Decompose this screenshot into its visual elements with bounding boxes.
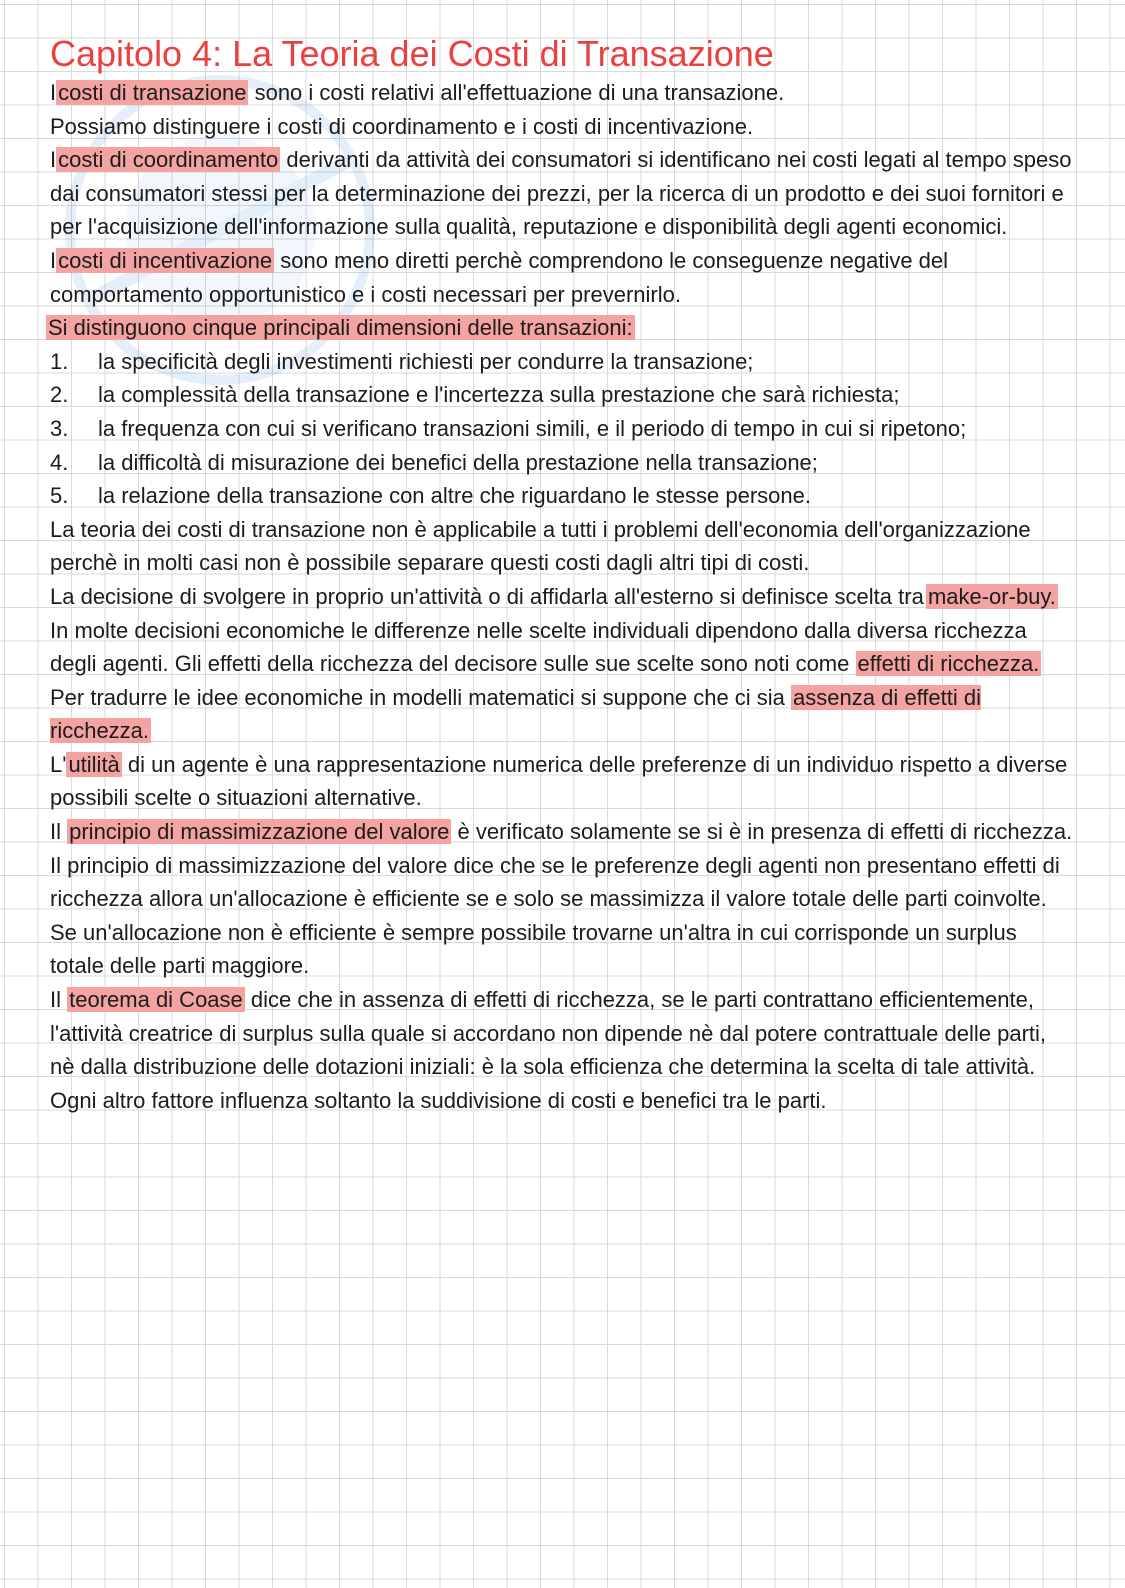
highlight-term: Si distinguono cinque principali dimensioni delle transazioni: — [48, 315, 633, 341]
paragraph-wealth-effects — [50, 614, 1075, 681]
paragraph-no-wealth-effects — [50, 681, 1075, 748]
highlight-term: principio di massimizzazione del valore — [69, 819, 450, 845]
text: sono i costi relativi all'effettuazione di una transazione. — [254, 80, 785, 105]
list-item — [50, 412, 1075, 446]
text: Il — [50, 987, 61, 1013]
list-text: la relazione della transazione con altre che riguardano le stesse persone. — [98, 483, 811, 509]
text: derivanti da attività dei consumatori si identificano nei costi legati al tempo speso dai consumatori stessi per la determinazione dei prezzi, per la ricerca di un prodotto e dei suoi fornitori e per l'acquisizione dell'informazione sulla qualità, reputazione e disponibilità degli agenti economici. — [50, 147, 1072, 240]
chapter-title: Capitolo 4: La Teoria dei Costi di Transazione — [50, 33, 774, 74]
text: è verificato solamente se si è in presenza di effetti di ricchezza. — [457, 819, 1073, 845]
paragraph-efficiency: Se un'allocazione non è efficiente è sempre possibile trovarne un'altra in cui corrisponde un surplus totale delle parti maggiore. — [50, 919, 1017, 979]
paragraph-dimensions-intro — [50, 311, 1075, 345]
text: In molte decisioni economiche le differenze nelle scelte individuali dipendono dalla diversa ricchezza degli agenti. Gli effetti della ricchezza del decisore sulle sue scelte sono noti come — [50, 617, 1027, 677]
highlight-term: costi di coordinamento — [58, 147, 279, 173]
paragraph-coase-theorem — [50, 983, 1075, 1117]
text: Il — [50, 819, 61, 845]
list-text: la difficoltà di misurazione dei benefici della prestazione nella transazione; — [98, 449, 818, 475]
highlight-term: make-or-buy. — [927, 583, 1056, 609]
highlight-term: teorema di Coase — [69, 987, 243, 1013]
highlight-term: costi di transazione — [58, 80, 247, 105]
text: L' — [50, 751, 67, 777]
list-text: la complessità della transazione e l'incertezza sulla prestazione che sarà richiesta; — [98, 382, 900, 408]
highlight-term: assenza di effetti di ricchezza. — [50, 684, 981, 744]
list-number: 1. — [50, 348, 69, 374]
paragraph-transaction-costs — [50, 76, 1075, 110]
list-number: 5. — [50, 483, 69, 509]
text: di un agente è una rappresentazione numerica delle preferenze di un individuo rispetto a diverse possibili scelte o situazioni alternative. — [50, 751, 1068, 811]
list-number: 3. — [50, 415, 69, 441]
text: sono meno diretti perchè comprendono le conseguenze negative del comportamento opportunistico e i costi necessari per prevernirlo. — [50, 247, 949, 307]
paragraph-coordination-costs — [50, 143, 1075, 244]
list-item — [50, 345, 1075, 379]
paragraph-utility — [50, 748, 1075, 815]
paragraph-distinction: Possiamo distinguere i costi di coordinamento e i costi di incentivazione. — [50, 113, 754, 139]
paragraph-make-or-buy — [50, 580, 1075, 614]
list-item — [50, 479, 1075, 513]
list-item — [50, 378, 1075, 412]
highlight-term: utilità — [68, 751, 120, 777]
document-page — [50, 30, 1075, 1117]
list-text: la specificità degli investimenti richiesti per condurre la transazione; — [98, 348, 754, 374]
list-item — [50, 446, 1075, 480]
text: I — [50, 147, 57, 173]
text: I — [50, 80, 57, 105]
paragraph-theory-limits: La teoria dei costi di transazione non è applicabile a tutti i problemi dell'economia dell'organizzazione perchè in molti casi non è possibile separare questi costi dagli altri tipi di costi. — [50, 516, 1031, 576]
highlight-term: costi di incentivazione — [58, 247, 273, 273]
list-text: la frequenza con cui si verificano transazioni simili, e il periodo di tempo in cui si ripetono; — [98, 415, 967, 441]
list-number: 4. — [50, 449, 69, 475]
dimensions-list — [50, 345, 1075, 513]
paragraph-incentive-costs — [50, 244, 1075, 311]
text: I — [50, 247, 57, 273]
text: dice che in assenza di effetti di ricchezza, se le parti contrattano efficientemente, l'attività creatrice di surplus sulla quale si accordano non dipende nè dal potere contrattuale delle parti, nè dalla distribuzione delle dotazioni iniziali: è la sola efficienza che determina la scelta di tale attività. Ogni altro fattore influenza soltanto la suddivisione di costi e benefici tra le parti. — [50, 987, 1047, 1113]
list-number: 2. — [50, 382, 69, 408]
text: La decisione di svolgere in proprio un'attività o di affidarla all'esterno si definisce scelta tra — [50, 583, 924, 609]
text: Per tradurre le idee economiche in modelli matematici si suppone che ci sia — [50, 684, 785, 710]
highlight-term: effetti di ricchezza. — [857, 651, 1040, 677]
paragraph-value-maximization-def: Il principio di massimizzazione del valore dice che se le preferenze degli agenti non presentano effetti di ricchezza allora un'allocazione è efficiente se e solo se massimizza il valore totale delle parti coinvolte. — [50, 852, 1060, 912]
paragraph-value-maximization — [50, 815, 1075, 849]
